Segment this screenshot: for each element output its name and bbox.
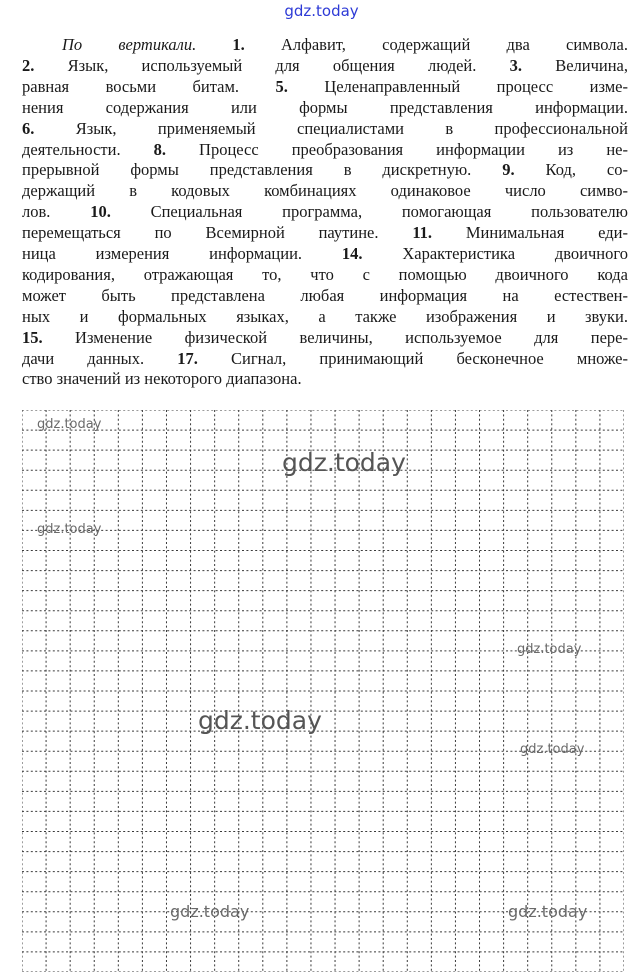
clue-line (22, 202, 628, 222)
grid-watermark: gdz.today (517, 642, 582, 657)
grid-watermark: gdz.today (37, 417, 102, 432)
clue-number: 2. (22, 55, 35, 75)
grid-watermark: gdz.today (198, 706, 322, 735)
grid-watermark: gdz.today (282, 448, 406, 477)
clue-text: лов. (22, 202, 91, 222)
grid-watermark: gdz.today (37, 522, 102, 537)
clue-text: Сигнал, принимающий бесконечное множе- (197, 348, 628, 368)
clue-text: может быть представлена любая информация на естествен- (22, 285, 628, 305)
clue-number: 6. (22, 118, 35, 138)
clue-number: 8. (153, 139, 166, 159)
clue-text: равная восьми битам. (22, 76, 276, 96)
clue-text: Специальная программа, помогающая пользователю (110, 202, 628, 222)
clue-text: прерывной формы представления в дискретную. (22, 160, 503, 180)
clue-line (22, 160, 628, 180)
clue-text: Минимальная еди- (432, 223, 628, 243)
clue-text: Изменение физической величины, используемое для пере- (42, 327, 628, 347)
clue-line (22, 140, 628, 160)
clue-line (22, 56, 628, 76)
clue-number: 17. (177, 348, 198, 368)
clue-line (22, 265, 628, 285)
clue-text: держащий в кодовых комбинациях одинаковое число симво- (22, 181, 628, 201)
clue-line (22, 98, 628, 118)
clue-text: дачи данных. (22, 348, 178, 368)
clue-line (22, 286, 628, 306)
crossword-grid (22, 410, 624, 972)
clue-line (22, 349, 628, 369)
clue-text: Код, со- (514, 160, 628, 180)
clue-line (22, 244, 628, 264)
clue-text: кодирования, отражающая то, что с помощью двоичного кода (22, 264, 628, 284)
clue-line (22, 35, 628, 55)
clue-text: ница измерения информации. (22, 244, 342, 263)
clue-line (22, 223, 628, 243)
clue-number: 9. (502, 160, 515, 180)
clue-number: 15. (22, 327, 43, 347)
clue-text: ных и формальных языках, а также изображения и звуки. (22, 306, 628, 326)
clue-text: ство значений из некоторого диапазона. (22, 369, 302, 389)
header-watermark: gdz.today (284, 2, 359, 20)
clue-number: 10. (90, 202, 111, 222)
clue-number: 5. (275, 76, 288, 96)
clue-text: Язык, применяемый специалистами в профессиональной (34, 118, 628, 138)
clue-line (22, 328, 628, 348)
grid-watermark: gdz.today (508, 902, 588, 921)
clue-line (22, 369, 628, 389)
clue-number: 3. (509, 55, 522, 75)
clue-text: Алфавит, содержащий два символа. (244, 35, 628, 54)
clue-text: Целенаправленный процесс изме- (287, 76, 628, 96)
clue-text: Язык, используемый для общения людей. (34, 55, 510, 75)
grid-watermark: gdz.today (520, 742, 585, 757)
clue-line (22, 307, 628, 327)
clue-number: 14. (341, 244, 363, 263)
clue-text: Величина, (521, 55, 628, 75)
clue-text: перемещаться по Всемирной паутине. (22, 223, 413, 243)
clue-number: 11. (412, 223, 433, 243)
grid-watermark: gdz.today (170, 902, 250, 921)
clue-line (22, 77, 628, 97)
clue-text: Характеристика двоичного (362, 244, 628, 263)
clue-text: нения содержания или формы представления информации. (22, 97, 628, 117)
clue-number: 1. (232, 35, 245, 54)
clue-text: Процесс преобразования информации из не- (166, 139, 628, 159)
clue-line (22, 119, 628, 139)
crossword-clues-vertical (22, 35, 628, 395)
clues-heading: По вертикали. (62, 35, 197, 54)
clue-line (22, 181, 628, 201)
clue-text: деятельности. (22, 139, 154, 159)
